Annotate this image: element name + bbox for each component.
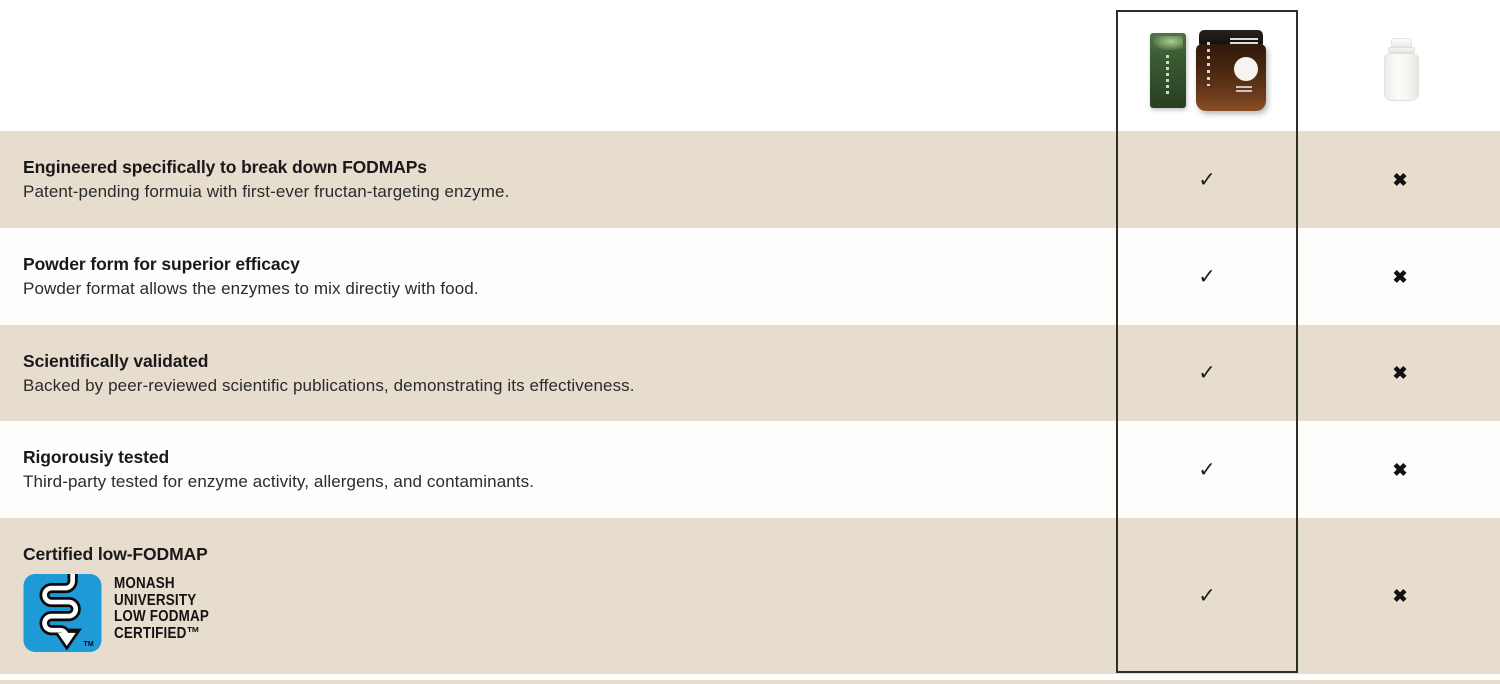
certification-line: UNIVERSITY: [114, 591, 197, 609]
row-description: Powder format allows the enzymes to mix directiy with food.: [23, 279, 479, 298]
jar-label-circle: [1234, 57, 1258, 81]
row-title: Scientifically validated: [23, 350, 209, 371]
row-title: Certified low-FODMAP: [23, 544, 208, 564]
check-icon: ✓: [1198, 458, 1216, 481]
certification-line: CERTIFIED™: [114, 624, 201, 642]
cross-icon: ✖: [1392, 459, 1408, 480]
cross-icon: ✖: [1392, 586, 1408, 606]
table-row: [0, 131, 1500, 228]
check-icon: ✓: [1198, 265, 1216, 288]
comparison-table: [0, 131, 1500, 674]
competitor-pill-bottle-image: [1384, 38, 1419, 101]
brand-sachet-image: [1150, 33, 1186, 108]
monash-low-fodmap-logo-icon: [23, 574, 102, 652]
jar-small-text: [1236, 86, 1252, 92]
cross-icon: ✖: [1392, 363, 1408, 383]
certification-text: [114, 576, 227, 642]
products-header: [0, 0, 1500, 131]
row-description: Patent-pending formuia with first-ever fructan-targeting enzyme.: [23, 182, 510, 201]
certification-line: LOW FODMAP: [114, 608, 209, 625]
jar-vertical-text: [1207, 42, 1210, 86]
table-row: [0, 421, 1500, 518]
bottom-section-strip: [0, 680, 1500, 684]
check-icon: ✓: [1198, 361, 1216, 385]
cross-icon: ✖: [1392, 169, 1408, 190]
row-title: Powder form for superior efficacy: [23, 254, 300, 274]
row-description: Third-party tested for enzyme activity, allergens, and contaminants.: [23, 472, 535, 491]
row-description: Backed by peer-reviewed scientific publications, demonstrating its effectiveness.: [23, 375, 635, 395]
check-icon: ✓: [1198, 168, 1216, 191]
row-title: Rigorousiy tested: [23, 447, 170, 467]
jar-label-text: [1230, 38, 1258, 45]
check-icon: ✓: [1198, 584, 1216, 608]
certification-badge: [23, 574, 880, 652]
badge-tm-text: TM: [83, 640, 94, 648]
cross-icon: ✖: [1392, 266, 1408, 287]
certification-line: MONASH: [114, 575, 175, 592]
bottle-body: [1384, 53, 1419, 101]
table-row: [0, 518, 1500, 674]
table-row: [0, 228, 1500, 325]
bottle-cap: [1391, 38, 1412, 47]
table-row: [0, 325, 1500, 421]
row-title: Engineered specifically to break down FODMAPs: [23, 157, 427, 177]
brand-jar-image: [1196, 30, 1266, 111]
